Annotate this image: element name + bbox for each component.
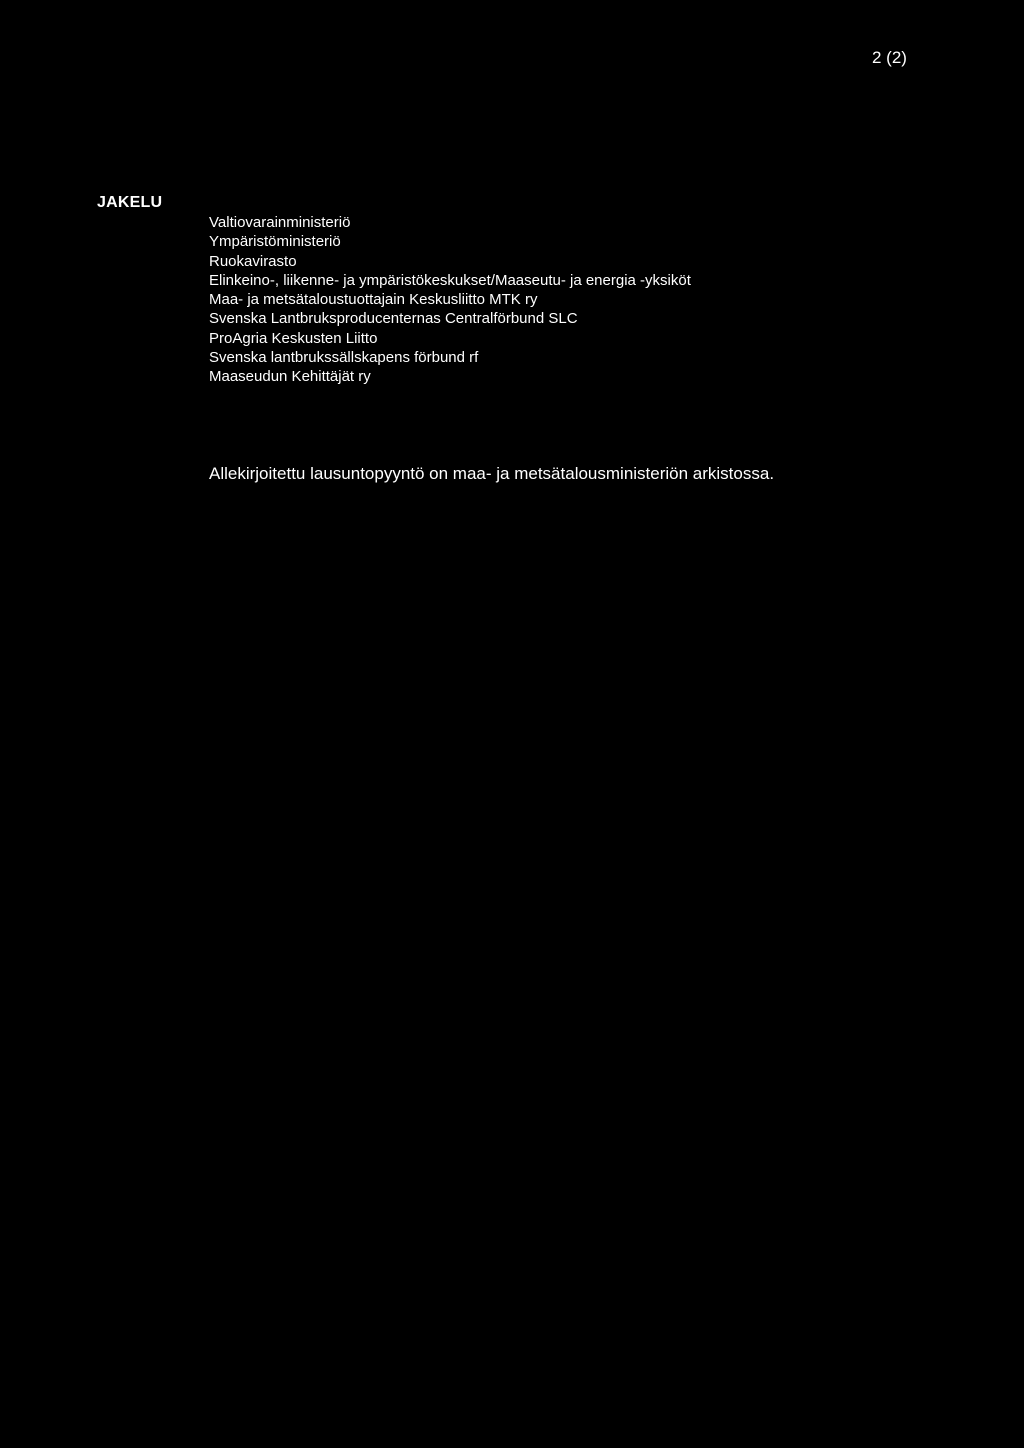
page-number: 2 (2) xyxy=(872,48,907,67)
recipient-item: Ruokavirasto xyxy=(209,252,297,270)
distribution-heading: JAKELU xyxy=(97,194,163,211)
recipient-item: Svenska Lantbruksproducenternas Centralförbund SLC xyxy=(209,310,578,328)
recipient-list xyxy=(209,213,691,387)
recipient-item: ProAgria Keskusten Liitto xyxy=(209,329,378,347)
recipient-item: Svenska lantbrukssällskapens förbund rf xyxy=(209,349,479,367)
recipient-item: Maa- ja metsätaloustuottajain Keskusliitto MTK ry xyxy=(209,291,538,309)
recipient-item: Elinkeino-, liikenne- ja ympäristökeskukset/Maaseutu- ja energia -yksiköt xyxy=(209,271,691,289)
recipient-item: Maaseudun Kehittäjät ry xyxy=(209,368,371,386)
recipient-item: Ympäristöministeriö xyxy=(209,233,341,251)
signature-note: Allekirjoitettu lausuntopyyntö on maa- ja metsätalousministeriön arkistossa. xyxy=(209,464,775,483)
recipient-item: Valtiovarainministeriö xyxy=(209,214,351,231)
